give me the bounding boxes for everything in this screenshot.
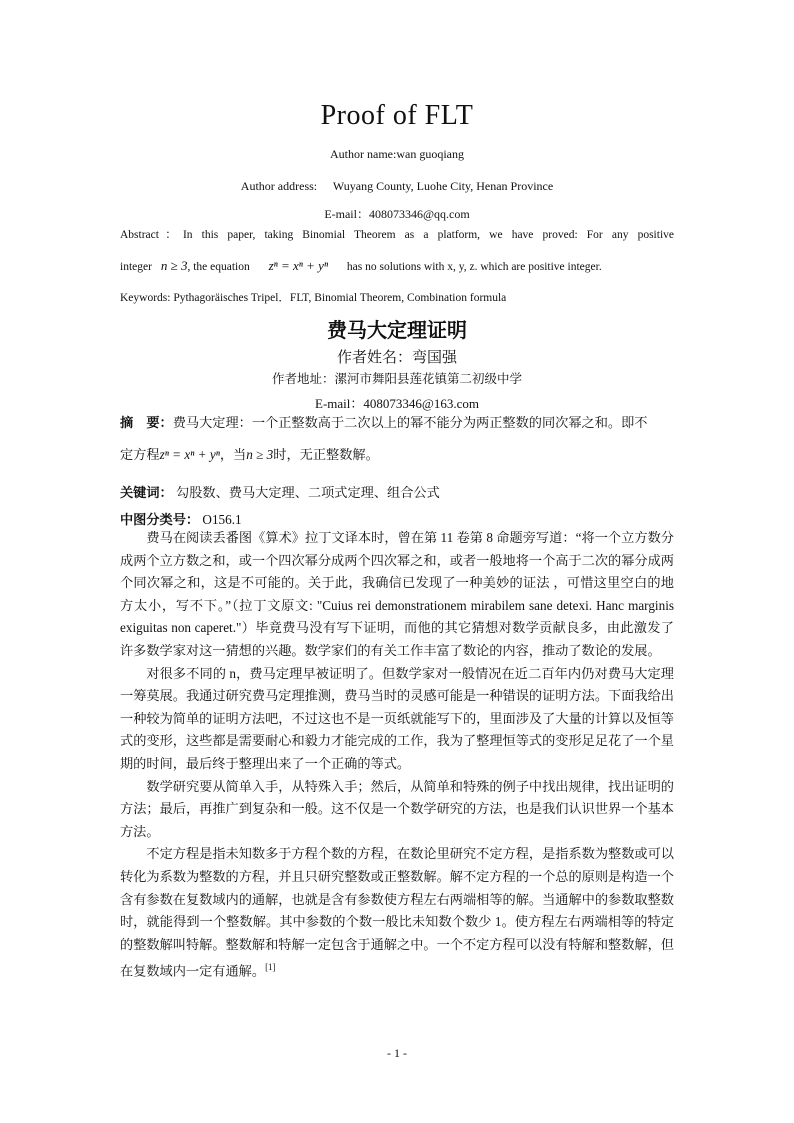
- keywords-en: Keywords: Pythagoräisches Tripel．FLT, Binomial Theorem, Combination formula: [120, 292, 507, 304]
- paragraph-2: 对很多不同的 n，费马定理早被证明了。但数学家对一般情况在近二百年内仍对费马大定理一筹莫展。我通过研究费马定理推测，费马当时的灵感可能是一种错误的证明方法。下面我给出一种较为简单的证明方法吧，不过这也不是一页纸就能写下的，里面涉及了大量的计算以及恒等式的变形，这些都是需要耐心和毅力才能完成的工作，我为了整理恒等式的变形足足花了一个星期的时间，最后终于整理出来了一个正确的等式。: [120, 665, 674, 771]
- chinese-address: 作者地址：漯河市舞阳县莲花镇第二初级中学: [271, 372, 522, 386]
- paragraph-4-text: 不定方程是指未知数多于方程个数的方程，在数论里研究不定方程，是指系数为整数或可以转化为系数为整数的方程，并且只研究整数或正整数解。解不定方程的一个总的原则是构造一个含有参数在复数域内的通解，也就是含有参数使方程左右两端相等的解。当通解中的参数取整数时，就能得到一个整数解。其中参数的个数一般比未知数个数少 1。使方程左右两端相等的特定的整数解叫特解。整数解和特解一定包含于通解之中。一个不定方程可以没有特解和整数解，但在复数域内一定有通解。: [120, 846, 674, 979]
- author-email: E-mail：408073346@qq.com: [324, 207, 470, 221]
- chinese-author: 作者姓名：弯国强: [336, 350, 457, 366]
- keywords-cn: [120, 482, 674, 501]
- abstract-cn-condition: n ≥ 3: [246, 447, 274, 462]
- abstract-cn-line1: [120, 412, 674, 431]
- abstract-cn-pre: 定方程: [120, 447, 160, 462]
- author-address-value: Wuyang County, Luohe City, Henan Province: [332, 179, 554, 193]
- chinese-title: 费马大定理证明: [327, 320, 467, 342]
- body-text: [120, 527, 674, 983]
- abstract-cn-line2: [120, 444, 674, 463]
- keywords-cn-label: 关键词：: [120, 485, 173, 500]
- abstract-en-line2: [120, 258, 674, 274]
- abstract-en-line1: Abstract：In this paper, taking Binomial Theorem as a platform, we have proved: For any positive: [120, 229, 674, 241]
- abstract-en-condition: n ≥ 3: [160, 258, 188, 273]
- paragraph-4: [120, 843, 674, 983]
- abstract-en-mid: , the equation: [187, 261, 250, 273]
- paper-title: Proof of FLT: [320, 100, 474, 131]
- classification-label: 中图分类号：: [120, 512, 200, 527]
- author-address: [0, 179, 794, 194]
- keywords-cn-value: 勾股数、费马大定理、二项式定理、组合公式: [176, 485, 440, 500]
- classification: [120, 509, 674, 528]
- abstract-cn-equation: zⁿ = xⁿ + yⁿ: [159, 447, 220, 462]
- abstract-en-end: has no solutions with x, y, z. which are positive integer.: [346, 261, 602, 273]
- paragraph-1: 费马在阅读丢番图《算术》拉丁文译本时，曾在第 11 卷第 8 命题旁写道：“将一个立方数分成两个立方数之和，或一个四次幂分成两个四次幂之和，或者一般地将一个高于二次的幂分成两个同次幂之和，这是不可能的。关于此，我确信已发现了一种美妙的证法 ，可惜这里空白的地方太小，写不下。”（拉丁文原文: "Cuius rei demonstrationem mirabilem sane detexi. Hanc marginis exiguitas non caperet."）毕竟费马没有写下证明，而他的其它猜想对数学贡献良多，由此激发了许多数学家对这一猜想的兴趣。数学家们的有关工作丰富了数论的内容，推动了数论的发展。: [120, 530, 674, 658]
- classification-value: O156.1: [202, 512, 242, 527]
- abstract-en-integer: integer: [120, 261, 152, 273]
- chinese-email: E-mail：408073346@163.com: [315, 396, 479, 411]
- author-name: Author name:wan guoqiang: [330, 147, 464, 161]
- reference-marker: [1]: [265, 962, 276, 973]
- abstract-cn-end: 时，无正整数解。: [273, 447, 379, 462]
- author-address-label: Author address:: [240, 179, 318, 193]
- page-number: - 1 -: [387, 1046, 407, 1060]
- abstract-cn-text1: 费马大定理：一个正整数高于二次以上的幂不能分为两正整数的同次幂之和。即不: [172, 415, 648, 430]
- abstract-cn-mid: ，当: [219, 447, 247, 462]
- abstract-cn-label: 摘 要：: [120, 415, 173, 430]
- abstract-en-equation: zⁿ = xⁿ + yⁿ: [268, 258, 329, 273]
- paragraph-3: 数学研究要从简单入手，从特殊入手；然后，从简单和特殊的例子中找出规律，找出证明的方法；最后，再推广到复杂和一般。这不仅是一个数学研究的方法，也是我们认识世界一个基本方法。: [120, 778, 674, 839]
